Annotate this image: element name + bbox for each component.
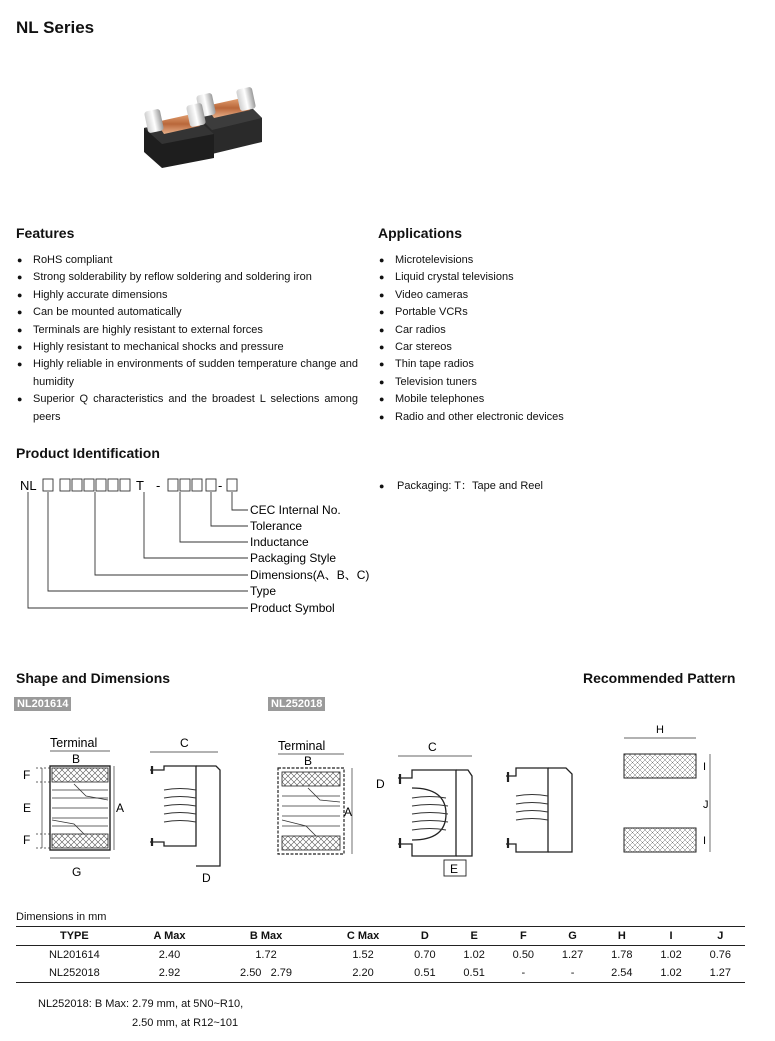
dim-e-letter: E xyxy=(450,862,459,876)
part-number-diagram xyxy=(16,474,376,620)
dimensions-table xyxy=(16,926,745,983)
table-cell: 1.72 xyxy=(255,949,277,961)
feature-item: ● Highly reliable in environments of sudden temperature change and humidity xyxy=(16,356,358,391)
feature-item: ● Can be mounted automatically xyxy=(16,304,358,321)
shape-dimensions-heading: Shape and Dimensions xyxy=(16,670,171,686)
nl201614-top-view xyxy=(14,734,134,884)
label-inductance: Inductance xyxy=(250,535,309,549)
application-item: ● Television tuners xyxy=(378,374,718,391)
col-header: H xyxy=(617,930,626,942)
table-cell: - xyxy=(521,967,526,979)
col-header: J xyxy=(717,930,724,942)
table-cell: 1.02 xyxy=(660,967,682,979)
table-cell: 0.51 xyxy=(414,967,436,979)
table-cell: NL252018 xyxy=(48,967,100,979)
application-item: ● Thin tape radios xyxy=(378,356,718,373)
dim-h-letter: H xyxy=(656,724,664,736)
table-cell: - xyxy=(570,967,575,979)
application-item: ● Microtelevisions xyxy=(378,252,718,269)
table-caption: Dimensions in mm xyxy=(16,911,107,923)
product-photo xyxy=(138,84,268,170)
feature-item: ● RoHS compliant xyxy=(16,252,358,269)
nl252018-side-view xyxy=(372,734,482,880)
table-cell: 2.50 2.79 xyxy=(240,967,293,979)
inductor-front xyxy=(144,103,214,168)
col-header: D xyxy=(420,930,429,942)
application-item: ● Mobile telephones xyxy=(378,391,718,408)
packaging-note-list xyxy=(378,478,678,495)
feature-item: ● Highly resistant to mechanical shocks and pressure xyxy=(16,339,358,356)
table-cell: 1.52 xyxy=(352,949,374,961)
separator-dash: - xyxy=(218,478,223,493)
features-heading: Features xyxy=(16,225,75,241)
label-tolerance: Tolerance xyxy=(250,519,303,533)
application-item: ● Radio and other electronic devices xyxy=(378,409,718,426)
table-cell: 0.76 xyxy=(709,949,732,961)
nl252018-end-view xyxy=(496,760,586,870)
application-item: ● Liquid crystal televisions xyxy=(378,269,718,286)
label-type: Type xyxy=(250,584,277,598)
dim-b-letter: B xyxy=(72,752,81,766)
application-item: ● Car radios xyxy=(378,322,718,339)
dim-i-letter: I xyxy=(703,835,707,847)
table-cell: 0.50 xyxy=(512,949,535,961)
table-cell: 0.70 xyxy=(414,949,436,961)
feature-item: ● Terminals are highly resistant to external forces xyxy=(16,322,358,339)
dim-a-letter: A xyxy=(344,805,353,819)
prefix-code: NL xyxy=(20,478,37,493)
feature-item: ● Strong solderability by reflow soldering and soldering iron xyxy=(16,269,358,286)
dim-i-letter: I xyxy=(703,761,707,773)
dim-j-letter: J xyxy=(703,799,709,811)
col-header: F xyxy=(519,930,527,942)
application-item: ● Portable VCRs xyxy=(378,304,718,321)
table-cell: 2.54 xyxy=(611,967,633,979)
label-dimensions: Dimensions(A、B、C) xyxy=(250,568,370,582)
table-cell: NL201614 xyxy=(48,949,100,961)
table-note-line2: 2.50 mm, at R12~101 xyxy=(132,1017,239,1029)
table-cell: 1.02 xyxy=(463,949,485,961)
feature-item: ● Highly accurate dimensions xyxy=(16,287,358,304)
product-identification-heading: Product Identification xyxy=(16,445,160,461)
applications-heading: Applications xyxy=(378,225,463,241)
page-title: NL Series xyxy=(16,18,95,37)
table-cell: 1.78 xyxy=(611,949,633,961)
label-cec-internal-no: CEC Internal No. xyxy=(250,503,341,517)
recommended-pattern-heading: Recommended Pattern xyxy=(583,670,736,686)
feature-item: ● Superior Q characteristics and the broadest L selections among peers xyxy=(16,391,358,426)
nl252018-top-view xyxy=(270,734,370,864)
application-item: ● Car stereos xyxy=(378,339,718,356)
terminal-label: Terminal xyxy=(50,736,98,750)
table-cell: 0.51 xyxy=(463,967,485,979)
nl201614-side-view xyxy=(144,734,234,884)
packaging-code: T xyxy=(136,478,144,493)
terminal-label: Terminal xyxy=(278,739,326,753)
separator-dash: - xyxy=(156,478,161,493)
dim-c-letter: C xyxy=(428,740,437,754)
table-cell: 1.02 xyxy=(660,949,682,961)
table-cell: 2.92 xyxy=(158,967,181,979)
application-item: ● Video cameras xyxy=(378,287,718,304)
leader-lines xyxy=(28,492,248,608)
col-header: G xyxy=(568,930,577,942)
label-packaging-style: Packaging Style xyxy=(250,551,337,565)
col-header: C Max xyxy=(346,930,380,942)
col-header: TYPE xyxy=(59,930,89,942)
dim-a-letter: A xyxy=(116,801,125,815)
table-note-line1: NL252018: B Max: 2.79 mm, at 5N0~R10, xyxy=(38,998,244,1010)
col-header: I xyxy=(669,930,673,942)
table-header-row xyxy=(16,927,745,946)
table-row xyxy=(16,964,745,983)
dim-b-letter: B xyxy=(304,754,313,768)
col-header: A Max xyxy=(153,930,186,942)
features-list xyxy=(16,252,358,426)
col-header: B Max xyxy=(249,930,283,942)
model-label-nl252018: NL252018 xyxy=(268,697,325,711)
dim-f-letter: F xyxy=(23,768,31,782)
dim-d-letter: D xyxy=(376,777,385,791)
dim-c-letter: C xyxy=(180,736,189,750)
applications-list xyxy=(378,252,718,426)
table-row xyxy=(16,946,745,965)
col-header: E xyxy=(470,930,478,942)
label-product-symbol: Product Symbol xyxy=(250,601,335,615)
packaging-note: ● Packaging: T：Tape and Reel xyxy=(378,478,678,495)
dim-g-letter: G xyxy=(72,865,82,879)
dim-d-letter: D xyxy=(202,871,211,884)
recommended-pattern-diagram xyxy=(610,720,740,860)
table-cell: 1.27 xyxy=(561,949,584,961)
dim-f-letter: F xyxy=(23,833,31,847)
table-cell: 2.20 xyxy=(352,967,374,979)
table-cell: 2.40 xyxy=(158,949,181,961)
dim-e-letter: E xyxy=(23,801,32,815)
model-label-nl201614: NL201614 xyxy=(14,697,71,711)
table-cell: 1.27 xyxy=(709,967,732,979)
